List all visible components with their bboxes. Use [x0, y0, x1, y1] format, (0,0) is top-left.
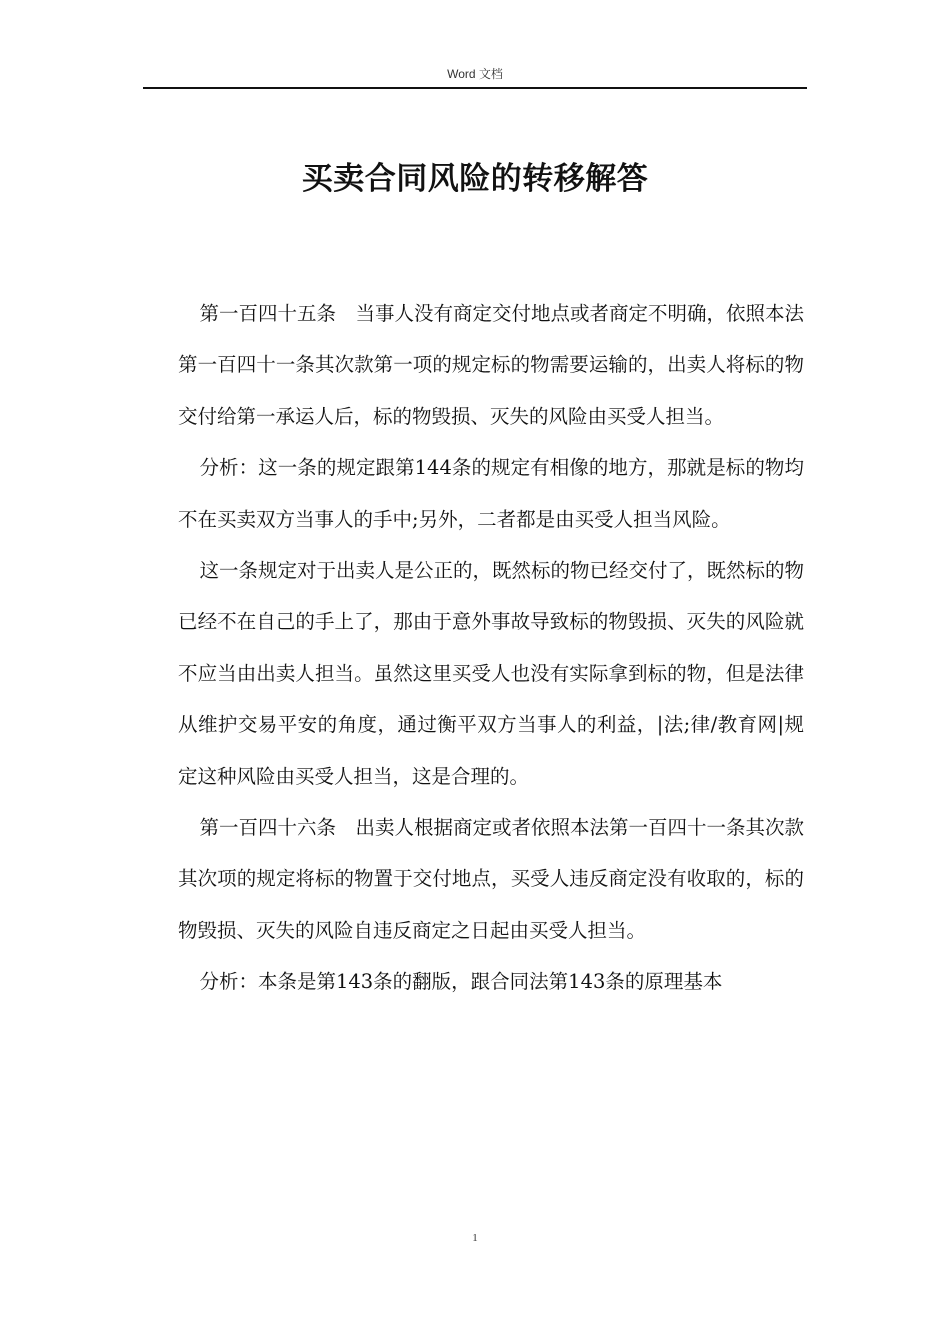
header-divider: [143, 87, 807, 89]
paragraph-article-146: 第一百四十六条 出卖人根据商定或者依照本法第一百四十一条其次款其次项的规定将标的物置于交付地点，买受人违反商定没有收取的，标的物毁损、灭失的风险自违反商定之日起由买受人担当。: [178, 816, 804, 942]
paragraph-analysis-2: 分析：本条是第143条的翻版，跟合同法第143条的原理基本: [199, 970, 723, 994]
document-title: 买卖合同风险的转移解答: [301, 161, 649, 197]
paragraph-explanation: 这一条规定对于出卖人是公正的，既然标的物已经交付了，既然标的物已经不在自己的手上了，那由于意外事故导致标的物毁损、灭失的风险就不应当由出卖人担当。虽然这里买受人也没有实际拿到标的物，但是法律从维护交易平安的角度，通过衡平双方当事人的利益，|法;律/教育网|规定这种风险由买受人担当，这是合理的。: [178, 559, 804, 788]
paragraph-analysis-1: 分析：这一条的规定跟第144条的规定有相像的地方，那就是标的物均不在买卖双方当事人的手中;另外，二者都是由买受人担当风险。: [178, 456, 804, 531]
header-label: Word 文档: [447, 67, 503, 81]
paragraph-article-145: 第一百四十五条 当事人没有商定交付地点或者商定不明确，依照本法第一百四十一条其次款第一项的规定标的物需要运输的，出卖人将标的物交付给第一承运人后，标的物毁损、灭失的风险由买受人担当。: [178, 302, 804, 428]
page-number: 1: [472, 1232, 478, 1244]
document-body: [178, 288, 804, 1008]
